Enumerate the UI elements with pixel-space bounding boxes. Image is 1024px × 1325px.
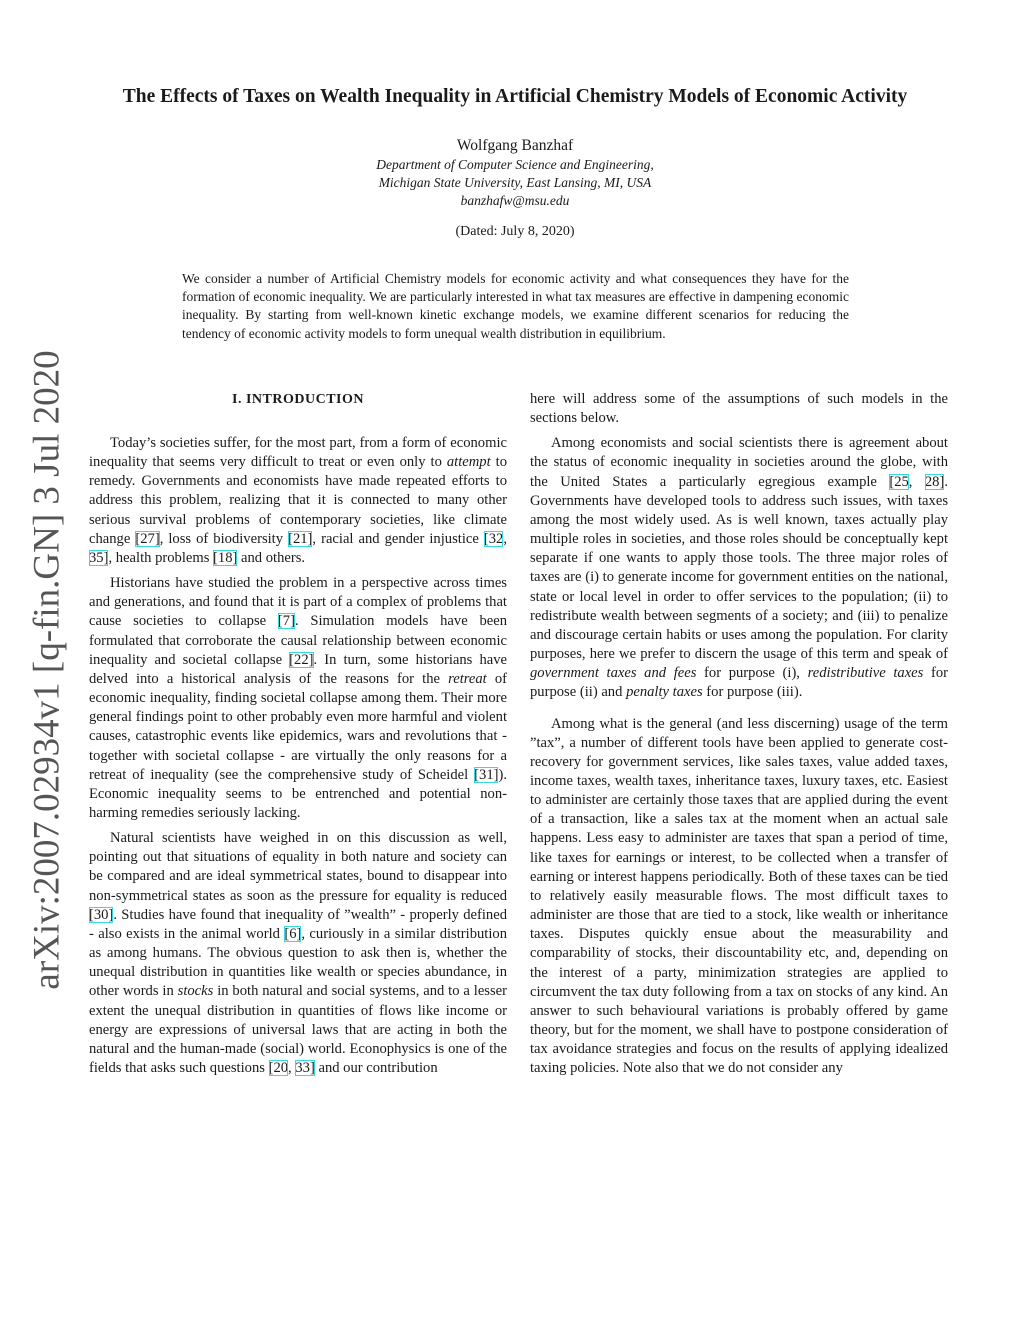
citation-link[interactable]: [21] <box>288 530 313 547</box>
citation-link[interactable]: [7] <box>277 613 295 630</box>
intro-paragraph-5: Among what is the general (and less discerning) usage of the term ”tax”, a number of different tools have been applied to generate cost-recovery for government services, like sales taxes, value added taxes, income taxes, wealth taxes, inheritance taxes, luxury taxes, etc. Easiest to administer are certainly those taxes that are applied during the event of a transaction, like a sales tax at the moment when an actual sale happens. Less easy to administer are taxes that span a period of time, like taxes for earnings or interest, to be collected when a transfer of earning or interest happens periodically. Both of these taxes can be tied to relatively easily measurable flows. The most difficult taxes to administer are those that are tied to a stock, like wealth or inheritance taxes. Disputes quickly ensue about the measurability and comparability of stocks, their discountability etc, and, depending on the interest of a party, minimization strategies are applied to circumvent the tax duty following from a tax on stocks of any kind. An answer to such behavioural variations is probably offered by game theory, but for the moment, we shall have to postpone consideration of tax avoidance strategies and focus on the results of applying idealized taxing policies. Note also that we do not consider any <box>530 715 948 1077</box>
intro-paragraph-2: Historians have studied the problem in a perspective across times and generations, and found that it is part of a complex of problems that cause societies to collapse [7]. Simulation models have been formulated that corroborate the causal relationship between economic inequality and societal collapse [22]. In turn, some historians have delved into a historical analysis of the reasons for the retreat of economic inequality, finding societal collapse among them. Their more general findings point to other probably even more harmful and violent causes, catastrophic events like epidemics, wars and revolutions that - together with societal collapse - are virtually the only reasons for a retreat of inequality (see the comprehensive study of Scheidel [31]). Economic inequality seems to be entrenched and potential non-harming remedies seriously lacking. <box>89 575 507 821</box>
citation-link[interactable]: [18] <box>213 549 238 566</box>
left-column <box>89 390 507 1084</box>
paper-header <box>85 84 945 240</box>
citation-link[interactable]: [6] <box>284 925 302 942</box>
citation-link[interactable]: [22] <box>289 651 314 668</box>
author-email: banzhafw@msu.edu <box>460 193 570 208</box>
intro-paragraph-4: Among economists and social scientists there is agreement about the status of economic inequality in societies around the globe, with the United States a particularly egregious example [25, 28]. Governments have developed tools to address such issues, with taxes among the most widely used. As is well known, taxes actually play multiple roles in societies, and those roles should be conceptually kept separate if one wants to apply those tools. The three major roles of taxes are (i) to generate income for government entities on the national, state or local level in order to offer services to the population; (ii) to redistribute wealth between segments of a society; and (iii) to penalize and discourage certain habits or uses among the population. For clarity purposes, here we prefer to discern the usage of this term and speak of government taxes and fees for purpose (i), redistributive taxes for purpose (ii) and penalty taxes for purpose (iii). <box>530 435 949 701</box>
arxiv-sidebar <box>22 350 72 990</box>
dated-line: (Dated: July 8, 2020) <box>455 224 575 239</box>
paper-title: The Effects of Taxes on Wealth Inequality in Artificial Chemistry Models of Economic Activity <box>122 86 908 107</box>
intro-paragraph-1: Today’s societies suffer, for the most part, from a form of economic inequality that seems very difficult to treat or even only to attempt to remedy. Governments and economists have made repeated efforts to address this problem, realizing that it is connected to many other serious survival problems of contemporary societies, like climate change [27], loss of biodiversity [21], racial and gender injustice [32, 35], health problems [18] and others. <box>89 435 508 566</box>
right-column <box>530 390 948 1084</box>
intro-paragraph-3: Natural scientists have weighed in on this discussion as well, pointing out that situations of equality in both nature and society can be compared and are ideal symmetrical states, bound to disappear into non-symmetrical states as soon as the pressure for equality is reduced [30]. Studies have found that inequality of ”wealth” - properly defined - also exists in the animal world [6], curiously in a similar distribution as among humans. The obvious question to ask then is, whether the unequal distribution in quantities like wealth or species abundance, in other words in stocks in both natural and social systems, and to a lesser extent the unequal distribution in quantities of flows like income or energy are expressions of universal laws that are acting in both the natural and the human-made (social) world. Econophysics is one of the fields that asks such questions [20, 33] and our contribution <box>89 830 507 1076</box>
citation-link[interactable]: [25 <box>889 473 909 490</box>
abstract: We consider a number of Artificial Chemistry models for economic activity and what consequences they have for the formation of economic inequality. We are particularly interested in what tax measures are effective in dampening economic inequality. By starting from well-known kinetic exchange models, we examine different scenarios for reducing the tendency of economic activity models to form unequal wealth distribution in equilibrium. <box>182 271 849 341</box>
citation-link[interactable]: 35] <box>89 549 109 566</box>
citation-link[interactable]: 28] <box>924 473 945 490</box>
author-name: Wolfgang Banzhaf <box>456 137 574 154</box>
arxiv-identifier: arXiv:2007.02934v1 [q-fin.GN] 3 Jul 2020 <box>26 350 68 990</box>
citation-link[interactable]: 33] <box>295 1060 315 1076</box>
affiliation-line-2: Michigan State University, East Lansing, MI, USA <box>378 175 652 190</box>
citation-link[interactable]: [31] <box>474 766 499 783</box>
citation-link[interactable]: [20 <box>268 1060 289 1076</box>
affiliation-line-1: Department of Computer Science and Engineering, <box>376 157 654 172</box>
section-heading-introduction: I. INTRODUCTION <box>232 392 364 407</box>
citation-link[interactable]: [32 <box>483 530 504 547</box>
intro-paragraph-3-continued: here will address some of the assumptions of such models in the sections below. <box>530 391 948 427</box>
citation-link[interactable]: [27] <box>135 530 160 547</box>
citation-link[interactable]: [30] <box>89 906 114 923</box>
